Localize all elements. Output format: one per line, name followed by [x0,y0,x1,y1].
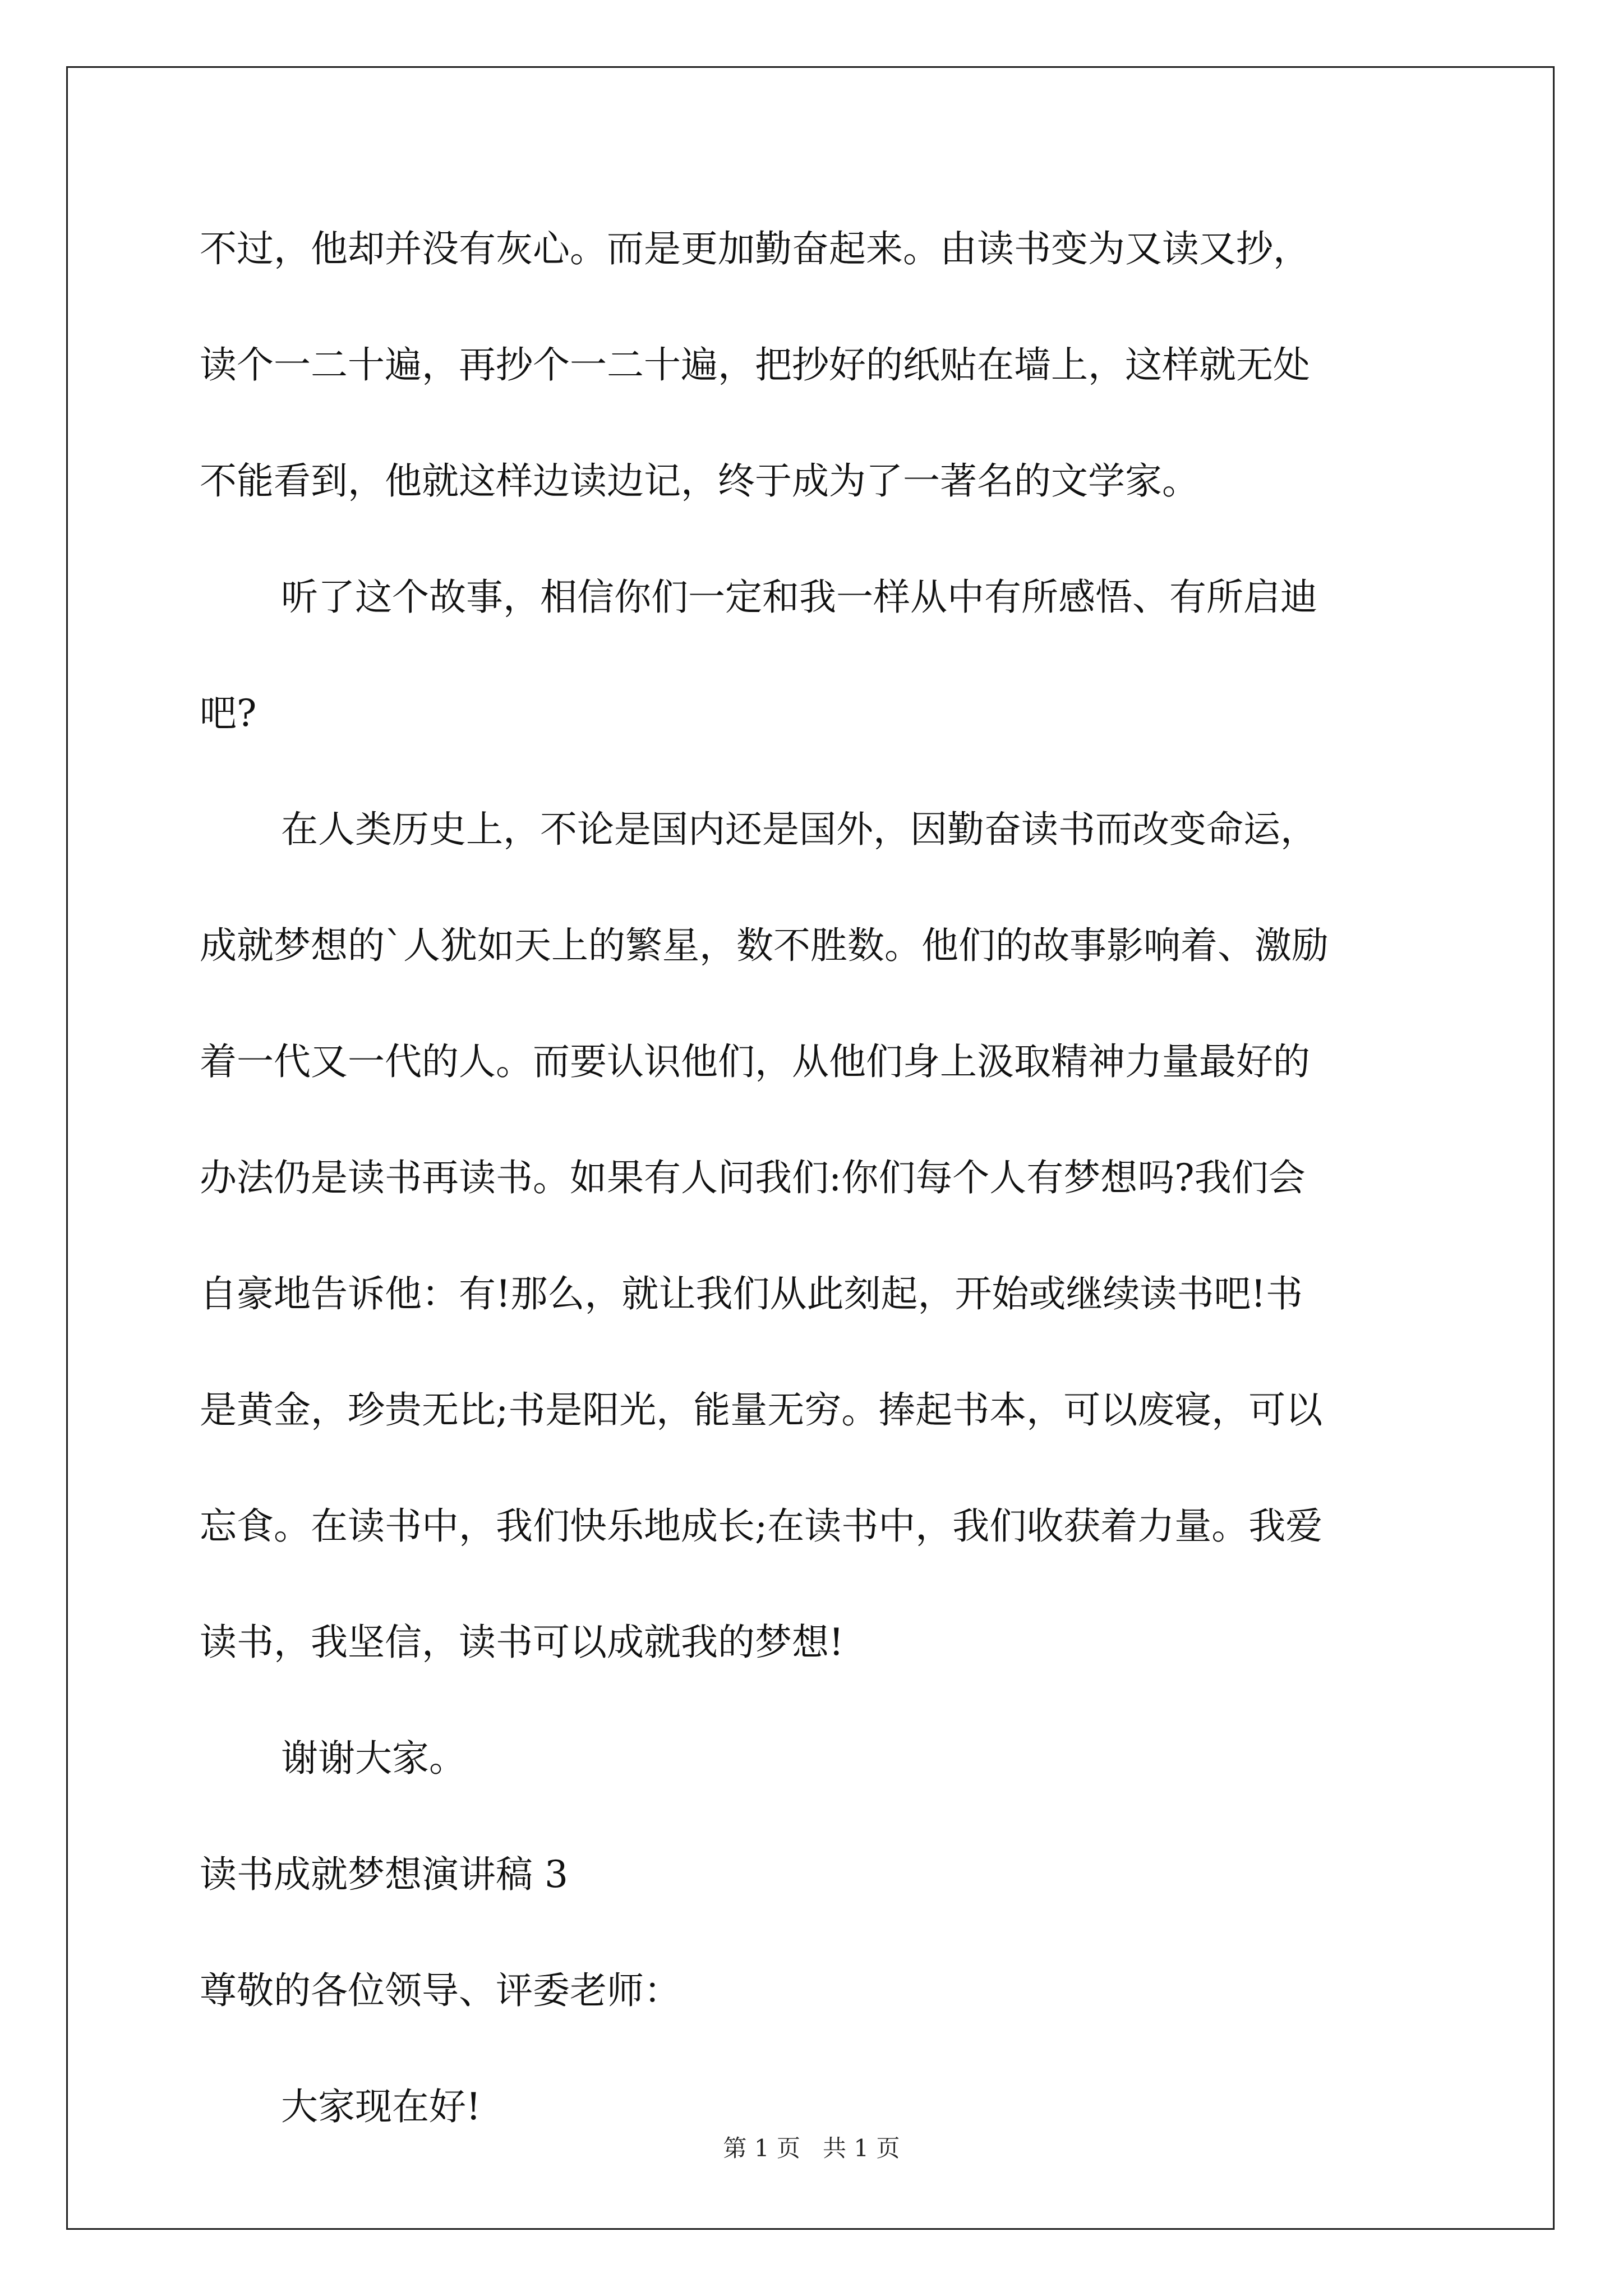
closing-line: 谢谢大家。 [281,1737,466,1780]
document-body [200,191,1428,2165]
section-title: 读书成就梦想演讲稿 3 [200,1853,568,1896]
text-line: 自豪地告诉他：有!那么，就让我们从此刻起，开始或继续读书吧!书 [200,1272,1303,1315]
text-line: 吧? [200,692,257,735]
text-line: 成就梦想的`人犹如天上的繁星，数不胜数。他们的故事影响着、激励 [200,924,1329,967]
text-line: 不能看到，他就这样边读边记，终于成为了一著名的文学家。 [200,459,1199,503]
salutation-line: 尊敬的各位领导、评委老师： [200,1969,681,2012]
text-line: 办法仍是读书再读书。如果有人问我们:你们每个人有梦想吗?我们会 [200,1156,1306,1199]
text-line: 读书，我坚信，读书可以成就我的梦想! [200,1621,844,1664]
paragraph-start-line: 听了这个故事，相信你们一定和我一样从中有所感悟、有所启迪 [281,576,1317,619]
paragraph-start-line: 在人类历史上，不论是国内还是国外，因勤奋读书而改变命运， [281,808,1317,851]
greeting-line: 大家现在好! [281,2085,481,2128]
text-line: 是黄金，珍贵无比;书是阳光，能量无穷。捧起书本，可以废寝，可以 [200,1388,1323,1432]
text-line: 不过，他却并没有灰心。而是更加勤奋起来。由读书变为又读又抄， [200,227,1310,270]
text-line: 忘食。在读书中，我们快乐地成长;在读书中，我们收获着力量。我爱 [200,1504,1323,1548]
text-line: 着一代又一代的人。而要认识他们，从他们身上汲取精神力量最好的 [200,1040,1310,1083]
text-line: 读个一二十遍，再抄个一二十遍，把抄好的纸贴在墙上，这样就无处 [200,343,1310,386]
page-number-footer: 第 1 页 共 1 页 [723,2134,900,2162]
